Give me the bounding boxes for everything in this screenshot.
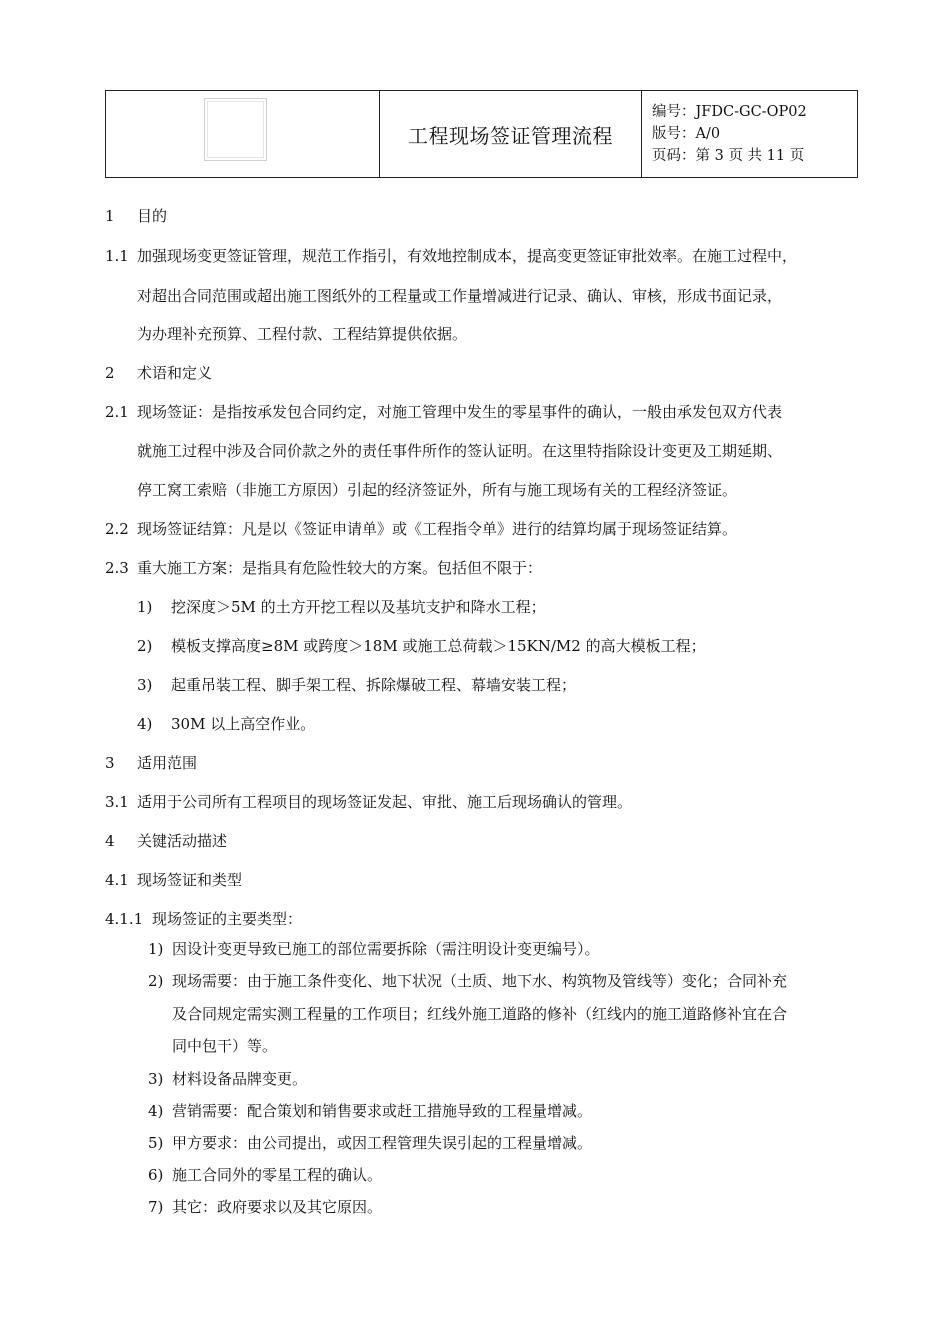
company-logo-placeholder xyxy=(204,98,267,161)
document-header-table xyxy=(105,90,858,178)
document-info xyxy=(642,91,857,177)
document-title: 工程现场签证管理流程 xyxy=(380,91,642,177)
document-code: 编号：JFDC-GC-OP02 xyxy=(652,104,807,120)
document-page-number: 页码：第 3 页 共 11 页 xyxy=(652,148,805,164)
document-version: 版号：A/0 xyxy=(652,126,721,142)
logo-cell xyxy=(106,91,380,177)
